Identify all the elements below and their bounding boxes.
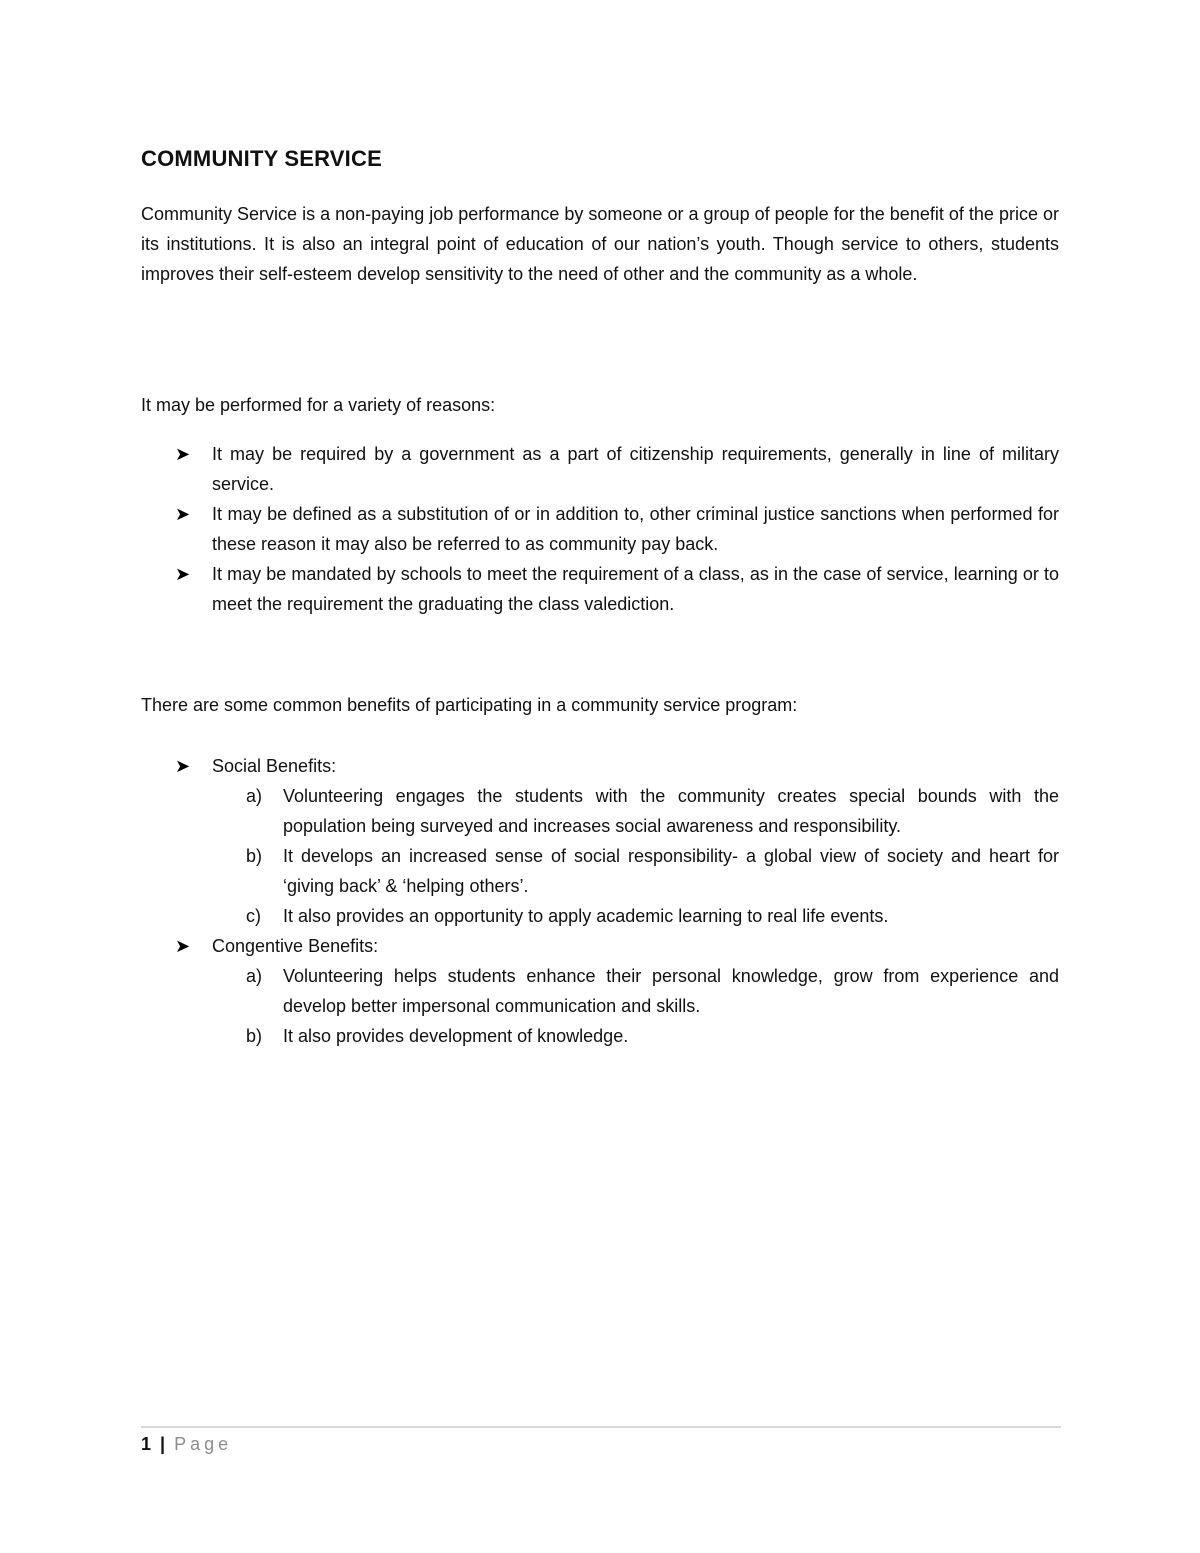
congentive-benefits-sublist [212, 961, 1059, 1051]
intro-paragraph: Community Service is a non-paying job performance by someone or a group of people for the benefit of the price or its institutions. It is also an integral point of education of our nation’s youth. Though service to others, students improves their self-esteem develop sensitivity to the need of other and the community as a whole. [141, 204, 1059, 284]
sub-item-text: It develops an increased sense of social responsibility- a global view of society and heart for ‘giving back’ & ‘helping others’. [283, 846, 1059, 896]
arrowhead-bullet-icon: ➤ [175, 564, 191, 584]
benefit-group-heading: Congentive Benefits: [212, 936, 379, 956]
sub-item-text: Volunteering engages the students with the community creates special bounds with the population being surveyed and increases social awareness and responsibility. [283, 786, 1059, 836]
benefit-group-social [141, 751, 1059, 931]
sub-list-item [212, 901, 1059, 931]
document-title: COMMUNITY SERVICE [141, 146, 382, 171]
sub-item-text: It also provides development of knowledge. [283, 1026, 629, 1046]
arrowhead-bullet-icon: ➤ [175, 504, 191, 524]
benefits-lead: There are some common benefits of participating in a community service program: [141, 695, 798, 715]
footer-separator: | [160, 1434, 166, 1454]
benefits-list [141, 751, 1059, 1051]
sub-list-item [212, 841, 1059, 901]
footer-divider [141, 1426, 1061, 1428]
benefit-group-congentive [141, 931, 1059, 1051]
reason-text: It may be defined as a substitution of or in addition to, other criminal justice sanctions when performed for these reason it may also be referred to as community pay back. [212, 504, 1059, 554]
arrowhead-bullet-icon: ➤ [175, 936, 191, 956]
benefit-group-heading: Social Benefits: [212, 756, 337, 776]
sub-list-item [212, 781, 1059, 841]
sub-item-letter: b) [246, 1026, 263, 1046]
sub-list-item [212, 1021, 1059, 1051]
reason-text: It may be required by a government as a part of citizenship requirements, generally in line of military service. [212, 444, 1059, 494]
social-benefits-sublist [212, 781, 1059, 931]
sub-item-text: Volunteering helps students enhance their personal knowledge, grow from experience and develop better impersonal communication and skills. [283, 966, 1059, 1016]
reason-item [141, 439, 1059, 499]
reasons-lead: It may be performed for a variety of reasons: [141, 395, 496, 415]
arrowhead-bullet-icon: ➤ [175, 444, 191, 464]
arrowhead-bullet-icon: ➤ [175, 756, 191, 776]
sub-item-letter: a) [246, 966, 263, 986]
sub-list-item [212, 961, 1059, 1021]
reason-item [141, 559, 1059, 619]
reason-item [141, 499, 1059, 559]
sub-item-letter: a) [246, 786, 263, 806]
page-number: 1 [141, 1434, 152, 1454]
page-label: Page [174, 1434, 233, 1454]
reason-text: It may be mandated by schools to meet the requirement of a class, as in the case of service, learning or to meet the requirement the graduating the class valediction. [212, 564, 1059, 614]
sub-item-letter: c) [246, 906, 261, 926]
reasons-list [141, 439, 1059, 619]
sub-item-text: It also provides an opportunity to apply academic learning to real life events. [283, 906, 889, 926]
sub-item-letter: b) [246, 846, 263, 866]
page-footer [141, 1431, 232, 1457]
